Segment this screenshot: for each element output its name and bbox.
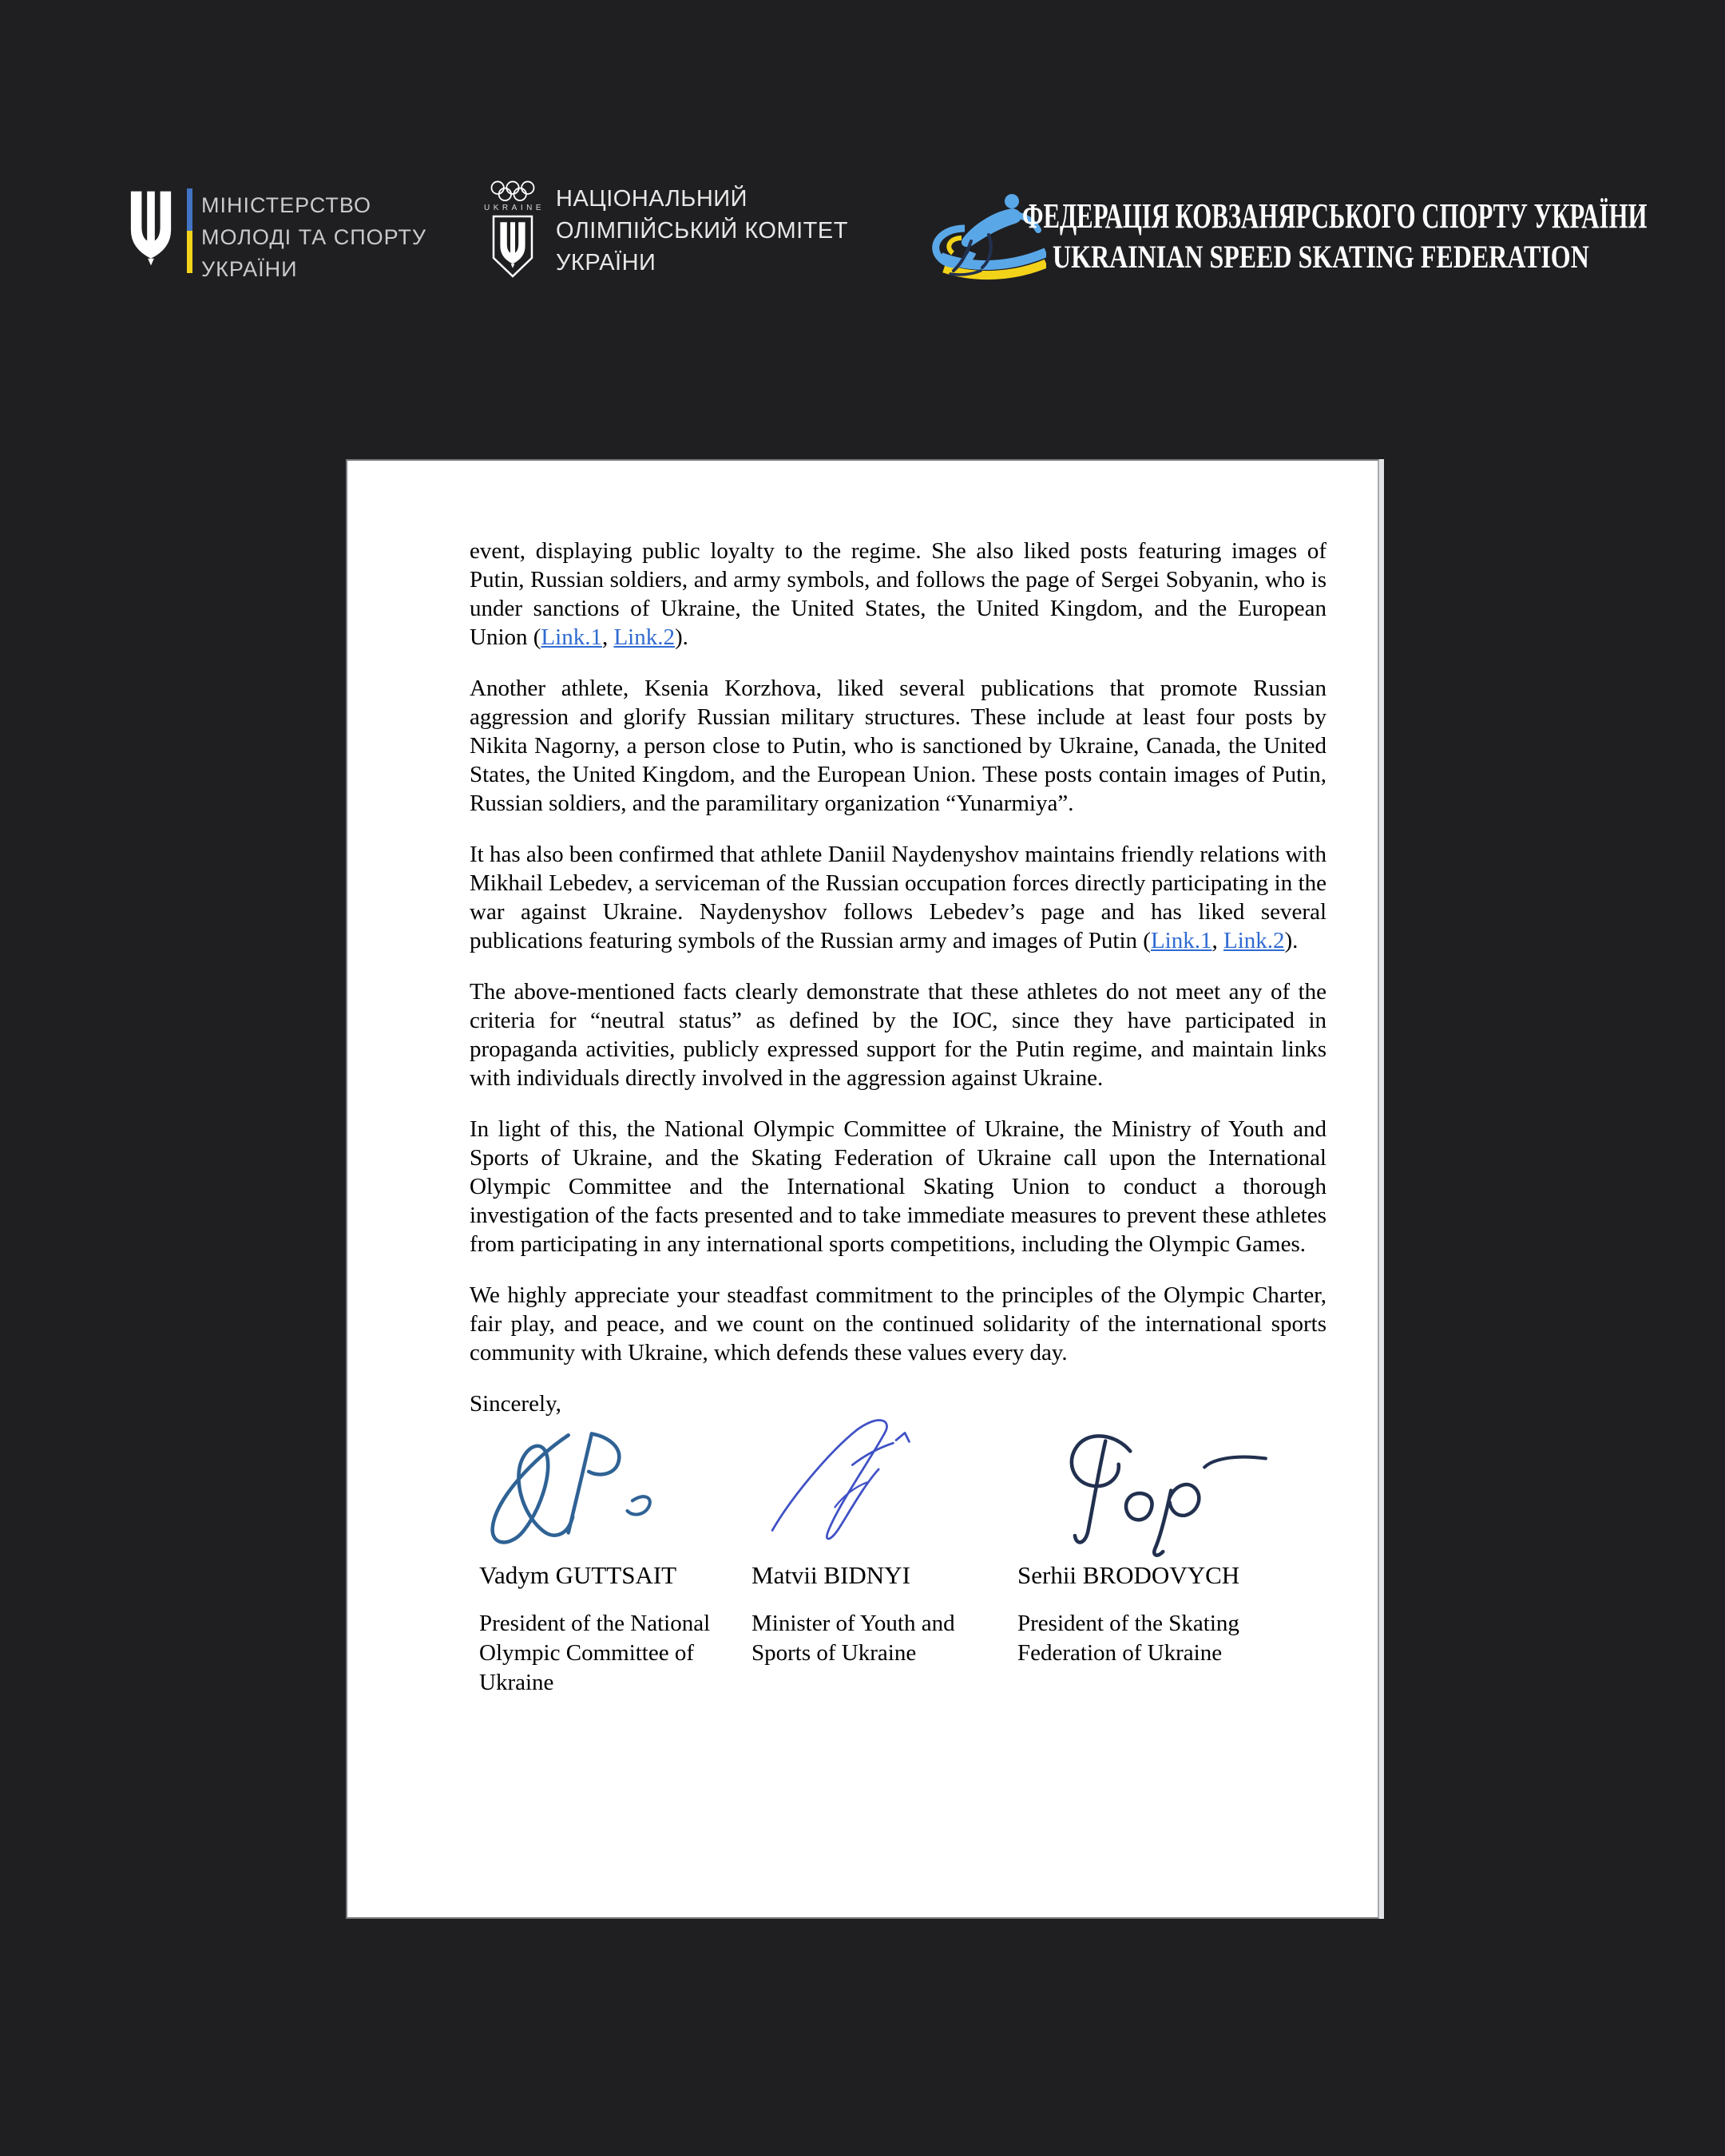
noc-name xyxy=(556,180,848,279)
signatory-column xyxy=(479,1429,751,1698)
signatory-title: President of the National Olympic Committee of Ukraine xyxy=(479,1611,711,1695)
signatory-name: Serhii BRODOVYCH xyxy=(1017,1561,1240,1589)
signatory-name: Vadym GUTTSAIT xyxy=(479,1561,677,1589)
signature-serhii-brodovych xyxy=(1041,1429,1289,1553)
link-link-1[interactable]: Link.1 xyxy=(1150,928,1212,953)
link-link-2[interactable]: Link.2 xyxy=(613,624,675,650)
ussf-name-uk: ФЕДЕРАЦІЯ КОВЗАНЯРСЬКОГО СПОРТУ УКРАЇНИ xyxy=(1022,196,1648,236)
noc-name-line: УКРАЇНИ xyxy=(556,250,656,275)
ussf-logo xyxy=(918,188,1725,286)
signature-vadym-guttsait xyxy=(476,1429,664,1553)
ministry-name-line: МОЛОДІ ТА СПОРТУ xyxy=(201,225,427,249)
signatory-title: President of the Skating Federation of Ukraine xyxy=(1017,1611,1239,1666)
ministry-logo xyxy=(128,188,426,285)
letter-paragraph: It has also been confirmed that athlete Daniil Naydenyshov maintains friendly relations with Mikhail Lebedev, a serviceman of the Russian occupation forces directly participating in the war against Ukraine. Naydenyshov follows Lebedev’s page and has liked several publications featuring symbols of the Russian army and images of Putin (Link.1, Link.2). xyxy=(470,842,1326,953)
ussf-name-en: UKRAINIAN SPEED SKATING FEDERATION xyxy=(1053,239,1589,275)
noc-name-line: ОЛІМПІЙСЬКИЙ КОМІТЕТ xyxy=(556,218,848,244)
ministry-name-line: УКРАЇНИ xyxy=(201,257,298,281)
signatory-column xyxy=(1017,1429,1326,1698)
letter-paragraph: event, displaying public loyalty to the regime. She also liked posts featuring images of Putin, Russian soldiers, and army symbols, and follows the page of Sergei Sobyanin, who is under sanctions of Ukraine, the United States, the United Kingdom, and the European Union (Link.1, Link.2). xyxy=(470,538,1326,650)
trident-icon xyxy=(128,188,174,271)
link-link-1[interactable]: Link.1 xyxy=(541,624,602,650)
signature-matvii-bidnyi xyxy=(759,1420,951,1544)
letter-paragraph: Another athlete, Ksenia Korzhova, liked several publications that promote Russian aggression and glorify Russian military structures. These include at least four posts by Nikita Nagorny, a person close to Putin, who is sanctioned by Ukraine, Canada, the United States, the United Kingdom, and the European Union. These posts contain images of Putin, Russian soldiers, and the paramilitary organization “Yunarmiya”. xyxy=(470,676,1326,816)
signatory-title: Minister of Youth and Sports of Ukraine xyxy=(751,1611,955,1666)
noc-name-line: НАЦІОНАЛЬНИЙ xyxy=(556,186,748,212)
link-link-2[interactable]: Link.2 xyxy=(1223,928,1285,953)
closing: Sincerely, xyxy=(470,1391,561,1417)
olympic-rings-icon xyxy=(490,180,535,202)
letter-paragraph: The above-mentioned facts clearly demonstrate that these athletes do not meet any of the criteria for “neutral status” as defined by the IOC, since they have participated in propaganda activities, publicly expressed support for the Putin regime, and maintain links with individuals directly involved in the aggression against Ukraine. xyxy=(470,979,1326,1091)
ministry-name xyxy=(201,188,426,285)
ministry-name-line: МІНІСТЕРСТВО xyxy=(201,193,372,217)
flag-bar-icon xyxy=(187,188,192,273)
letter-page xyxy=(346,459,1379,1919)
noc-shield-trident-icon xyxy=(492,215,533,279)
noc-country-label: UKRAINE xyxy=(484,204,545,212)
signatory-name: Matvii BIDNYI xyxy=(751,1561,910,1589)
ussf-name xyxy=(1022,188,1725,286)
signature-block xyxy=(479,1429,1326,1698)
noc-logo xyxy=(484,180,848,279)
signatory-column xyxy=(751,1429,1017,1698)
letter-paragraph: In light of this, the National Olympic Committee of Ukraine, the Ministry of Youth and Sports of Ukraine, and the Skating Federation of Ukraine call upon the International Olympic Committee and the International Skating Union to conduct a thorough investigation of the facts presented and to take immediate measures to prevent these athletes from participating in any international sports competitions, including the Olympic Games. xyxy=(470,1116,1326,1257)
letter-paragraph: We highly appreciate your steadfast commitment to the principles of the Olympic Charter, fair play, and peace, and we count on the continued solidarity of the international sports community with Ukraine, which defends these values every day. xyxy=(470,1282,1326,1365)
letter-body xyxy=(470,537,1326,1367)
noc-emblem xyxy=(484,180,545,279)
